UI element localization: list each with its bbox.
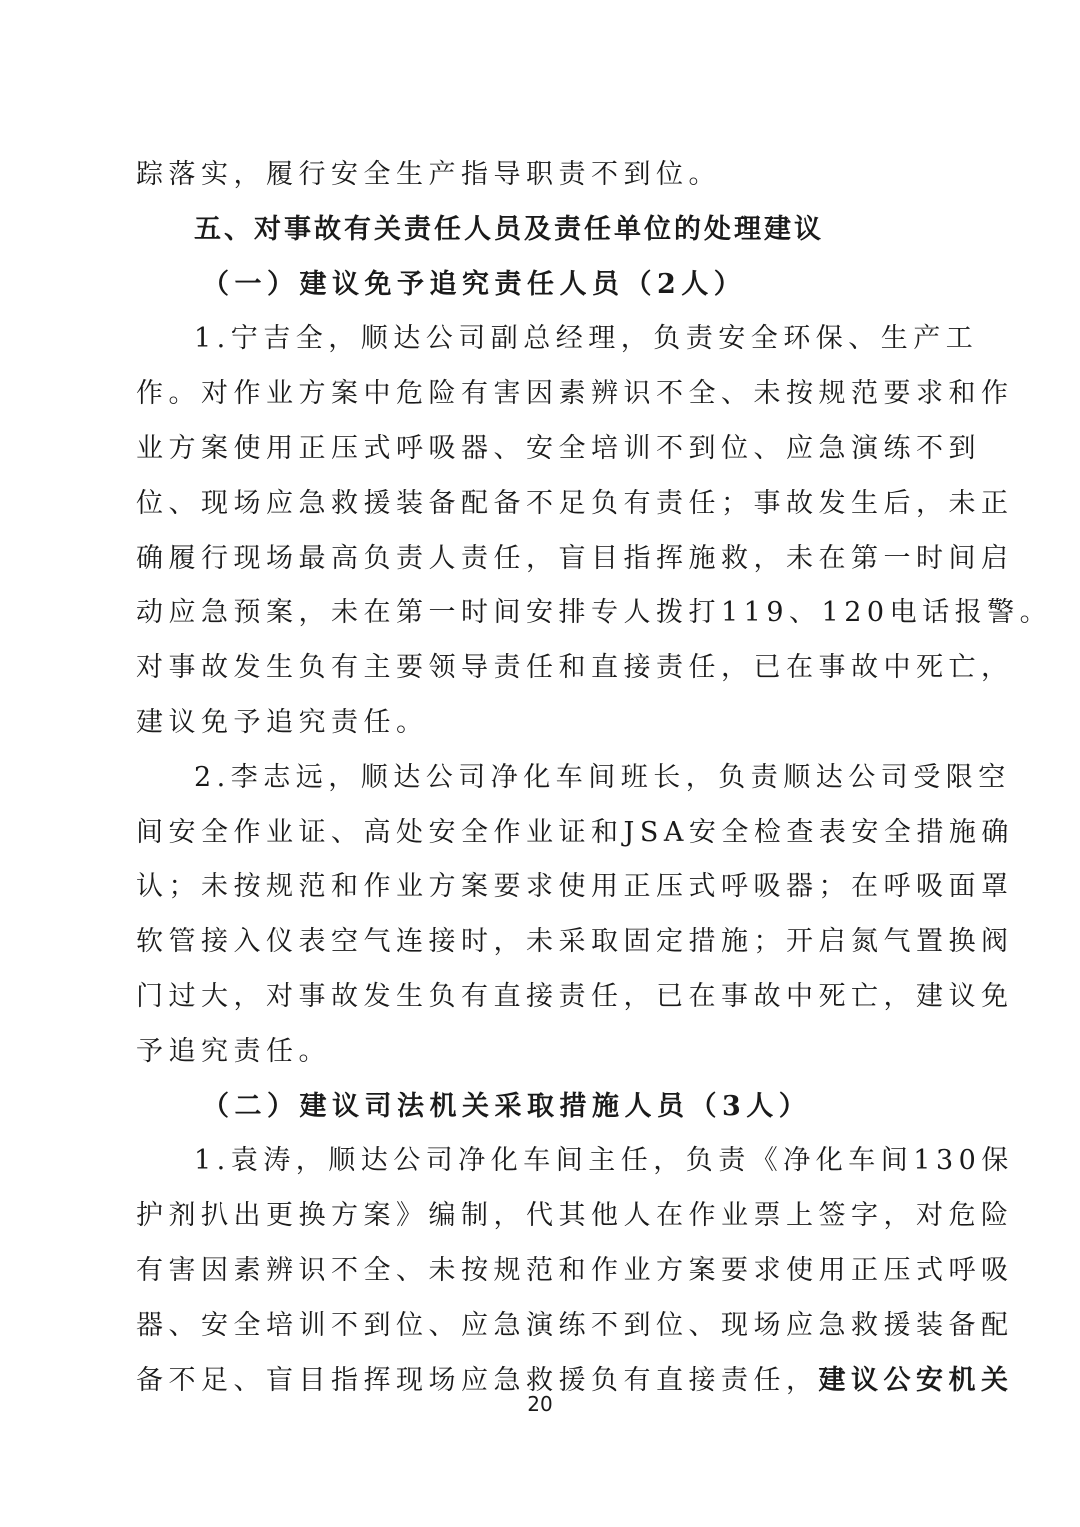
- paragraph-line: 位、现场应急救援装备配备不足负有责任；事故发生后，未正: [136, 487, 1014, 519]
- paragraph-line: 对事故发生负有主要领导责任和直接责任，已在事故中死亡，: [136, 652, 1014, 684]
- paragraph-line: 1.宁吉全，顺达公司副总经理，负责安全环保、生产工: [194, 323, 979, 355]
- paragraph-line-text: 备不足、盲目指挥现场应急救援负有直接责任，: [136, 1364, 819, 1396]
- document-body: [136, 148, 1053, 1408]
- paragraph-line: 业方案使用正压式呼吸器、安全培训不到位、应急演练不到: [136, 432, 981, 464]
- paragraph-line: 有害因素辨识不全、未按规范和作业方案要求使用正压式呼吸: [136, 1254, 1014, 1286]
- paragraph-line: 建议免予追究责任。: [136, 706, 429, 738]
- section-heading: 五、对事故有关责任人员及责任单位的处理建议: [194, 213, 824, 245]
- paragraph-line: 软管接入仪表空气连接时，未采取固定措施；开启氮气置换阀: [136, 926, 1014, 958]
- paragraph-line: 作。对作业方案中危险有害因素辨识不全、未按规范要求和作: [136, 378, 1014, 410]
- paragraph-line: 护剂扒出更换方案》编制，代其他人在作业票上签字，对危险: [136, 1200, 1014, 1232]
- paragraph-line: 动应急预案，未在第一时间安排专人拨打119、120电话报警。: [136, 597, 1053, 629]
- subsection-heading: （二）建议司法机关采取措施人员（3人）: [202, 1090, 812, 1122]
- page-number: 20: [527, 1392, 553, 1416]
- paragraph-line: 踪落实，履行安全生产指导职责不到位。: [136, 159, 721, 190]
- paragraph-line: 1.袁涛，顺达公司净化车间主任，负责《净化车间130保: [194, 1145, 1014, 1177]
- paragraph-line: 予追究责任。: [136, 1035, 331, 1067]
- paragraph-line: 间安全作业证、高处安全作业证和JSA安全检查表安全措施确: [136, 816, 1014, 848]
- paragraph-line: 器、安全培训不到位、应急演练不到位、现场应急救援装备配: [136, 1309, 1014, 1341]
- paragraph-line: 门过大，对事故发生负有直接责任，已在事故中死亡，建议免: [136, 980, 1014, 1012]
- bold-phrase: 建议公安机关: [818, 1364, 1014, 1396]
- paragraph-line: 2.李志远，顺达公司净化车间班长，负责顺达公司受限空: [194, 761, 1011, 793]
- paragraph-line: 认；未按规范和作业方案要求使用正压式呼吸器；在呼吸面罩: [136, 871, 1014, 903]
- subsection-heading: （一）建议免予追究责任人员（2人）: [202, 268, 747, 300]
- paragraph-line: 确履行现场最高负责人责任，盲目指挥施救，未在第一时间启: [136, 542, 1014, 574]
